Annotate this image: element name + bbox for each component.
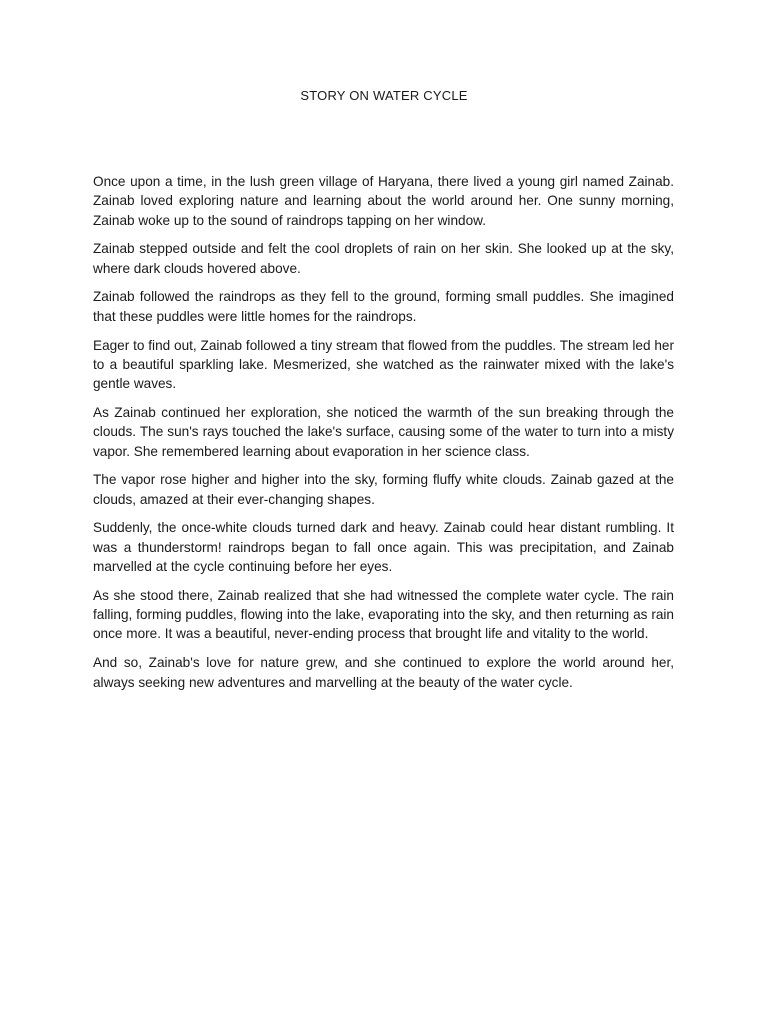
paragraph-7: Suddenly, the once-white clouds turned dark and heavy. Zainab could hear distant rumbling. It was a thunderstorm! raindrops began to fall once again. This was precipitation, and Zainab marvelled at the cycle continuing before her eyes. <box>93 520 674 575</box>
paragraph-9: And so, Zainab's love for nature grew, and she continued to explore the world around her, always seeking new adventures and marvelling at the beauty of the water cycle. <box>93 655 674 690</box>
document-body <box>93 172 674 701</box>
paragraph-2: Zainab stepped outside and felt the cool droplets of rain on her skin. She looked up at the sky, where dark clouds hovered above. <box>93 241 674 276</box>
paragraph-4: Eager to find out, Zainab followed a tiny stream that flowed from the puddles. The stream led her to a beautiful sparkling lake. Mesmerized, she watched as the rainwater mixed with the lake's gentle waves. <box>93 337 674 392</box>
paragraph-1: Once upon a time, in the lush green village of Haryana, there lived a young girl named Zainab. Zainab loved exploring nature and learning about the world around her. One sunny morning, Zainab woke up to the sound of raindrops tapping on her window. <box>93 174 674 228</box>
paragraph-5: As Zainab continued her exploration, she noticed the warmth of the sun breaking through the clouds. The sun's rays touched the lake's surface, causing some of the water to turn into a misty vapor. She remembered learning about evaporation in her science class. <box>93 404 674 459</box>
paragraph-3: Zainab followed the raindrops as they fell to the ground, forming small puddles. She imagined that these puddles were little homes for the raindrops. <box>93 289 674 324</box>
paragraph-6: The vapor rose higher and higher into the sky, forming fluffy white clouds. Zainab gazed at the clouds, amazed at their ever-changing shapes. <box>93 472 674 507</box>
document-title: STORY ON WATER CYCLE <box>300 88 468 103</box>
paragraph-8: As she stood there, Zainab realized that she had witnessed the complete water cycle. The rain falling, forming puddles, flowing into the lake, evaporating into the sky, and then returning as rain once more. It was a beautiful, never-ending process that brought life and vitality to the world. <box>93 587 674 642</box>
